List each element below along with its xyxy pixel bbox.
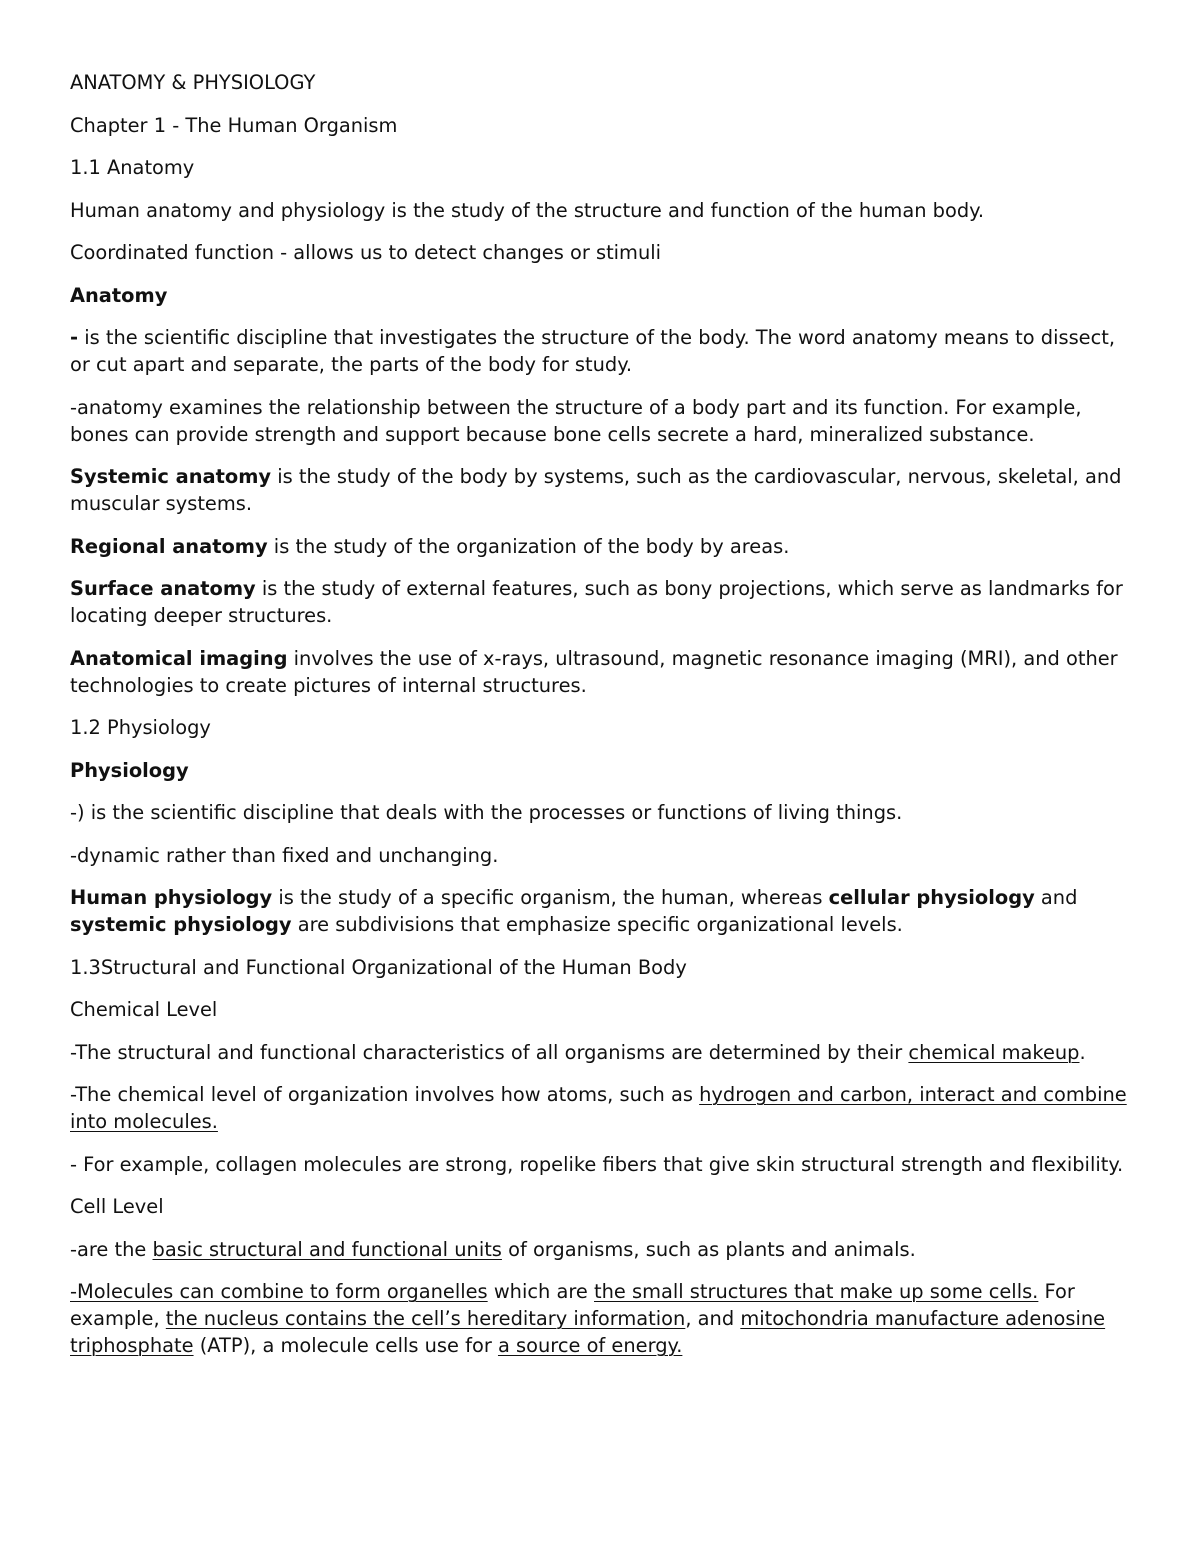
cell-1-end: of organisms, such as plants and animals. — [501, 1237, 916, 1261]
cell-2-text-3: , and — [685, 1307, 741, 1330]
cell-level-paragraph-2 — [70, 1278, 1130, 1359]
human-physiology-text-1: is the study of a specific organism, the human, whereas — [272, 886, 829, 909]
small-structures-underlined: the small structures that make up some cells. — [594, 1280, 1039, 1303]
mitochondria-underlined: mitochondria manufacture adenosine triphosphate — [70, 1307, 1106, 1357]
anatomical-imaging-definition: involves the use of x-rays, ultrasound, magnetic resonance imaging (MRI), and other technologies to create pictures of internal structures. — [70, 646, 1118, 697]
systemic-anatomy-paragraph — [70, 463, 1130, 517]
regional-anatomy-term: Regional anatomy — [70, 534, 268, 558]
systemic-physiology-term: systemic physiology — [70, 913, 292, 936]
organelles-underlined: -Molecules can combine to form organelles — [70, 1280, 488, 1303]
physiology-heading: Physiology — [70, 758, 189, 782]
anatomical-imaging-paragraph — [70, 645, 1130, 699]
nucleus-underlined: the nucleus contains the cell’s hereditary information — [165, 1307, 686, 1330]
physiology-definition-paragraph: -) is the scientific discipline that deals with the processes or functions of living things. — [70, 801, 903, 824]
physiology-dynamic-paragraph: -dynamic rather than fixed and unchanging. — [70, 843, 499, 867]
human-physiology-text-2: and — [1034, 886, 1078, 909]
cell-1-text: -are the — [70, 1237, 153, 1261]
systemic-anatomy-definition: is the study of the body by systems, such as the cardiovascular, nervous, skeletal, and muscular systems. — [70, 465, 1122, 515]
human-physiology-term: Human physiology — [70, 886, 273, 909]
section-1-2-heading: 1.2 Physiology — [70, 716, 211, 739]
chemical-level-paragraph-2 — [70, 1081, 1130, 1135]
anatomy-definition-paragraph — [70, 324, 1130, 378]
section-1-1-heading: 1.1 Anatomy — [70, 156, 195, 179]
chemical-level-paragraph-3: - For example, collagen molecules are strong, ropelike fibers that give skin structural strength and flexibility. — [70, 1152, 1124, 1176]
coordinated-function-paragraph: Coordinated function - allows us to detect changes or stimuli — [70, 241, 662, 264]
cell-2-text-1: which are — [487, 1280, 594, 1303]
human-physiology-text-3: are subdivisions that emphasize specific organizational levels. — [291, 913, 903, 936]
chemical-makeup-underlined: chemical makeup — [908, 1040, 1080, 1064]
human-physiology-paragraph — [70, 884, 1130, 938]
cell-level-heading: Cell Level — [70, 1195, 164, 1218]
cell-2-text-2: For example, — [70, 1280, 1075, 1330]
anatomical-imaging-term: Anatomical imaging — [70, 646, 288, 670]
chemical-2-text: -The chemical level of organization involves how atoms, such as — [70, 1083, 700, 1106]
surface-anatomy-paragraph — [70, 575, 1130, 629]
chemical-1-end: . — [1079, 1040, 1086, 1064]
cell-level-paragraph-1 — [70, 1236, 1130, 1263]
chapter-title: Chapter 1 - The Human Organism — [70, 113, 398, 137]
chemical-1-text: -The structural and functional characteristics of all organisms are determined by their — [70, 1040, 909, 1064]
chemical-level-heading: Chemical Level — [70, 998, 218, 1021]
atoms-combine-underlined: hydrogen and carbon, interact and combine into molecules. — [70, 1083, 1127, 1133]
chemical-level-paragraph-1 — [70, 1039, 1130, 1066]
anatomy-definition-text: is the scientific discipline that investigates the structure of the body. The word anatomy means to dissect, or cut apart and separate, the parts of the body for study. — [70, 326, 1116, 376]
regional-anatomy-paragraph — [70, 533, 1130, 560]
surface-anatomy-definition: is the study of external features, such as bony projections, which serve as landmarks for locating deeper structures. — [70, 577, 1123, 627]
document-title: ANATOMY & PHYSIOLOGY — [70, 71, 316, 94]
regional-anatomy-definition: is the study of the organization of the body by areas. — [267, 534, 790, 558]
anatomy-heading: Anatomy — [70, 283, 168, 307]
surface-anatomy-term: Surface anatomy — [70, 577, 256, 600]
systemic-anatomy-term: Systemic anatomy — [70, 465, 272, 488]
section-1-3-heading: 1.3Structural and Functional Organizational of the Human Body — [70, 955, 687, 979]
intro-paragraph: Human anatomy and physiology is the study of the structure and function of the human body. — [70, 198, 985, 222]
energy-source-underlined: a source of energy. — [497, 1334, 683, 1357]
anatomy-definition-dash: - — [70, 326, 79, 349]
basic-units-underlined: basic structural and functional units — [152, 1237, 502, 1261]
anatomy-examines-paragraph: -anatomy examines the relationship between the structure of a body part and its function. For example, bones can provide strength and support because bone cells secrete a hard, mineralized substance. — [70, 395, 1082, 446]
cellular-physiology-term: cellular physiology — [828, 886, 1035, 909]
cell-2-text-4: (ATP), a molecule cells use for — [193, 1334, 498, 1357]
